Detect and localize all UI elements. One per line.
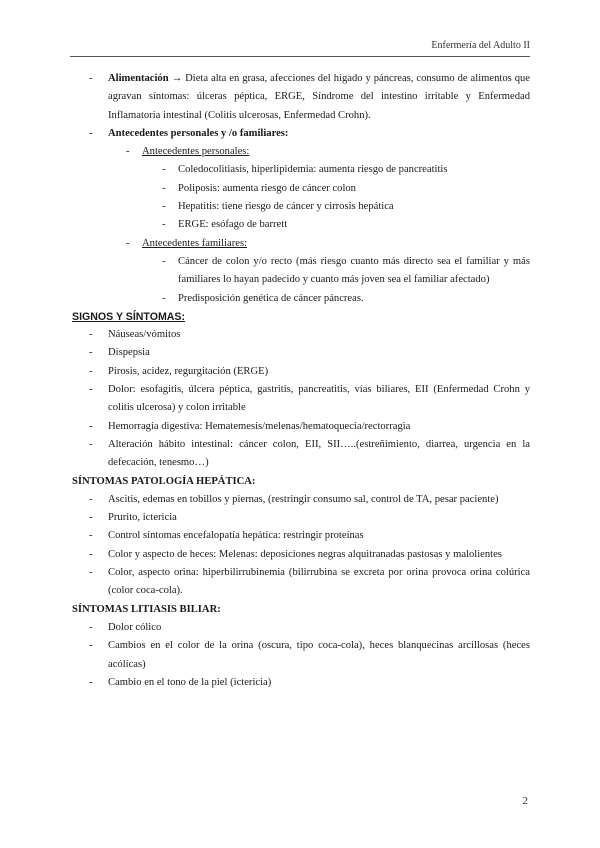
bullet-dash: - bbox=[126, 237, 130, 249]
antecedentes-familiares-heading bbox=[72, 235, 530, 253]
list-item bbox=[72, 290, 530, 308]
antecedentes-personales-heading bbox=[72, 143, 530, 161]
signos-title: SIGNOS Y SÍNTOMAS: bbox=[72, 310, 186, 323]
list-item bbox=[72, 216, 530, 234]
bullet-dash: - bbox=[162, 164, 166, 176]
alimentacion-label: Alimentación bbox=[108, 73, 169, 84]
document-body bbox=[72, 70, 530, 692]
bullet-dash: - bbox=[89, 420, 93, 432]
bullet-dash: - bbox=[89, 73, 93, 84]
arrow-icon: → bbox=[171, 73, 183, 84]
bullet-dash: - bbox=[89, 384, 93, 396]
bullet-dash: - bbox=[89, 127, 93, 139]
list-item-text: Ascitis, edemas en tobillos y piernas, (restringir consumo sal, control de TA, pesar paciente) bbox=[108, 493, 499, 505]
list-item bbox=[72, 546, 530, 564]
bullet-dash: - bbox=[162, 201, 166, 213]
bullet-dash: - bbox=[89, 567, 93, 579]
litiasis-title: SÍNTOMAS LITIASIS BILIAR: bbox=[72, 603, 221, 615]
list-item-text: Hemorragia digestiva: Hematemesis/melenas/hematoquecia/rectorragia bbox=[108, 420, 411, 432]
antecedentes-familiares-title: Antecedentes familiares: bbox=[142, 237, 248, 249]
list-item bbox=[72, 436, 530, 473]
bullet-dash: - bbox=[89, 530, 93, 542]
bullet-dash: - bbox=[89, 347, 93, 359]
bullet-dash: - bbox=[89, 640, 93, 652]
list-item-text: Cambio en el tono de la piel (ictericia) bbox=[108, 676, 272, 688]
list-item-text: Dolor: esofagitis, úlcera péptica, gastritis, pancreatitis, vías biliares, EII (Enfermedad Crohn y colitis ulcerosa) y colon irritable bbox=[108, 384, 530, 414]
list-item bbox=[72, 509, 530, 527]
bullet-dash: - bbox=[162, 219, 166, 231]
antecedentes-personales-title: Antecedentes personales: bbox=[142, 146, 250, 158]
list-item bbox=[72, 253, 530, 290]
list-item bbox=[72, 363, 530, 381]
list-item-text: Dispepsia bbox=[108, 347, 150, 359]
alimentacion-text: Dieta alta en grasa, afecciones del hígado y páncreas, consumo de alimentos que agravan síntomas: úlceras péptica, ERGE, Síndrome del intestino irritable y Enfermedad Inflamatoria intestinal (Colitis ulcerosas, Enfermedad Crohn). bbox=[108, 73, 530, 121]
bullet-dash: - bbox=[89, 512, 93, 524]
list-item bbox=[72, 491, 530, 509]
bullet-dash: - bbox=[89, 329, 93, 341]
bullet-dash: - bbox=[89, 548, 93, 560]
list-item-text: Dolor cólico bbox=[108, 621, 162, 633]
list-item bbox=[72, 418, 530, 436]
list-item-text: Predisposición genética de cáncer páncreas. bbox=[178, 292, 364, 304]
list-item-text: Poliposis: aumenta riesgo de cáncer colon bbox=[178, 182, 356, 194]
bullet-dash: - bbox=[162, 182, 166, 194]
list-item bbox=[72, 326, 530, 344]
list-item-text: Color, aspecto orina: hiperbilirrubinemia (bilirrubina se excreta por orina provoca orina colúrica (color coca-cola). bbox=[108, 567, 530, 597]
list-item bbox=[72, 619, 530, 637]
list-item bbox=[72, 674, 530, 692]
list-item bbox=[72, 564, 530, 601]
bullet-dash: - bbox=[89, 365, 93, 377]
list-item-text: Náuseas/vómitos bbox=[108, 329, 181, 341]
bullet-dash: - bbox=[89, 676, 93, 688]
list-item-text: Control síntomas encefalopatía hepática: restringir proteínas bbox=[108, 530, 364, 542]
list-item-text: Cambios en el color de la orina (oscura, tipo coca-cola), heces blanquecinas arcillosas (heces acólicas) bbox=[108, 640, 530, 670]
list-item-text: Alteración hábito intestinal: cáncer colon, EII, SII…..(estreñimiento, diarrea, urgencia en la defecación, tenesmo…) bbox=[108, 438, 530, 469]
list-item-text: Pirosis, acidez, regurgitación (ERGE) bbox=[108, 365, 269, 377]
bullet-dash: - bbox=[162, 255, 166, 267]
list-item bbox=[72, 381, 530, 418]
alimentacion-item bbox=[72, 70, 530, 125]
page-number: 2 bbox=[522, 795, 528, 807]
bullet-dash: - bbox=[89, 493, 93, 505]
list-item bbox=[72, 198, 530, 216]
bullet-dash: - bbox=[126, 146, 130, 158]
header-rule bbox=[70, 56, 530, 57]
list-item-text: Prurito, ictericia bbox=[108, 512, 177, 524]
antecedentes-title: Antecedentes personales y /o familiares: bbox=[108, 127, 289, 139]
hepatica-title: SÍNTOMAS PATOLOGÍA HEPÁTICA: bbox=[72, 475, 256, 487]
list-item-text: ERGE: esófago de barrett bbox=[178, 219, 288, 231]
bullet-dash: - bbox=[89, 621, 93, 633]
running-header: Enfermería del Adulto II bbox=[431, 40, 530, 51]
list-item bbox=[72, 344, 530, 362]
list-item-text: Coledocolitiasis, hiperlipidemia: aumenta riesgo de pancreatitis bbox=[178, 164, 448, 176]
list-item bbox=[72, 180, 530, 198]
list-item-text: Cáncer de colon y/o recto (más riesgo cuanto más directo sea el familiar y más familiares lo hayan padecido y cuanto más joven sea el familiar afectado) bbox=[178, 255, 530, 286]
bullet-dash: - bbox=[162, 292, 166, 304]
bullet-dash: - bbox=[89, 438, 93, 450]
list-item bbox=[72, 527, 530, 545]
list-item bbox=[72, 637, 530, 674]
antecedentes-heading bbox=[72, 125, 530, 143]
list-item-text: Color y aspecto de heces: Melenas: deposiciones negras alquitranadas pastosas y malolientes bbox=[108, 548, 502, 560]
list-item-text: Hepatitis: tiene riesgo de cáncer y cirrosis hepática bbox=[178, 201, 394, 213]
list-item bbox=[72, 161, 530, 179]
